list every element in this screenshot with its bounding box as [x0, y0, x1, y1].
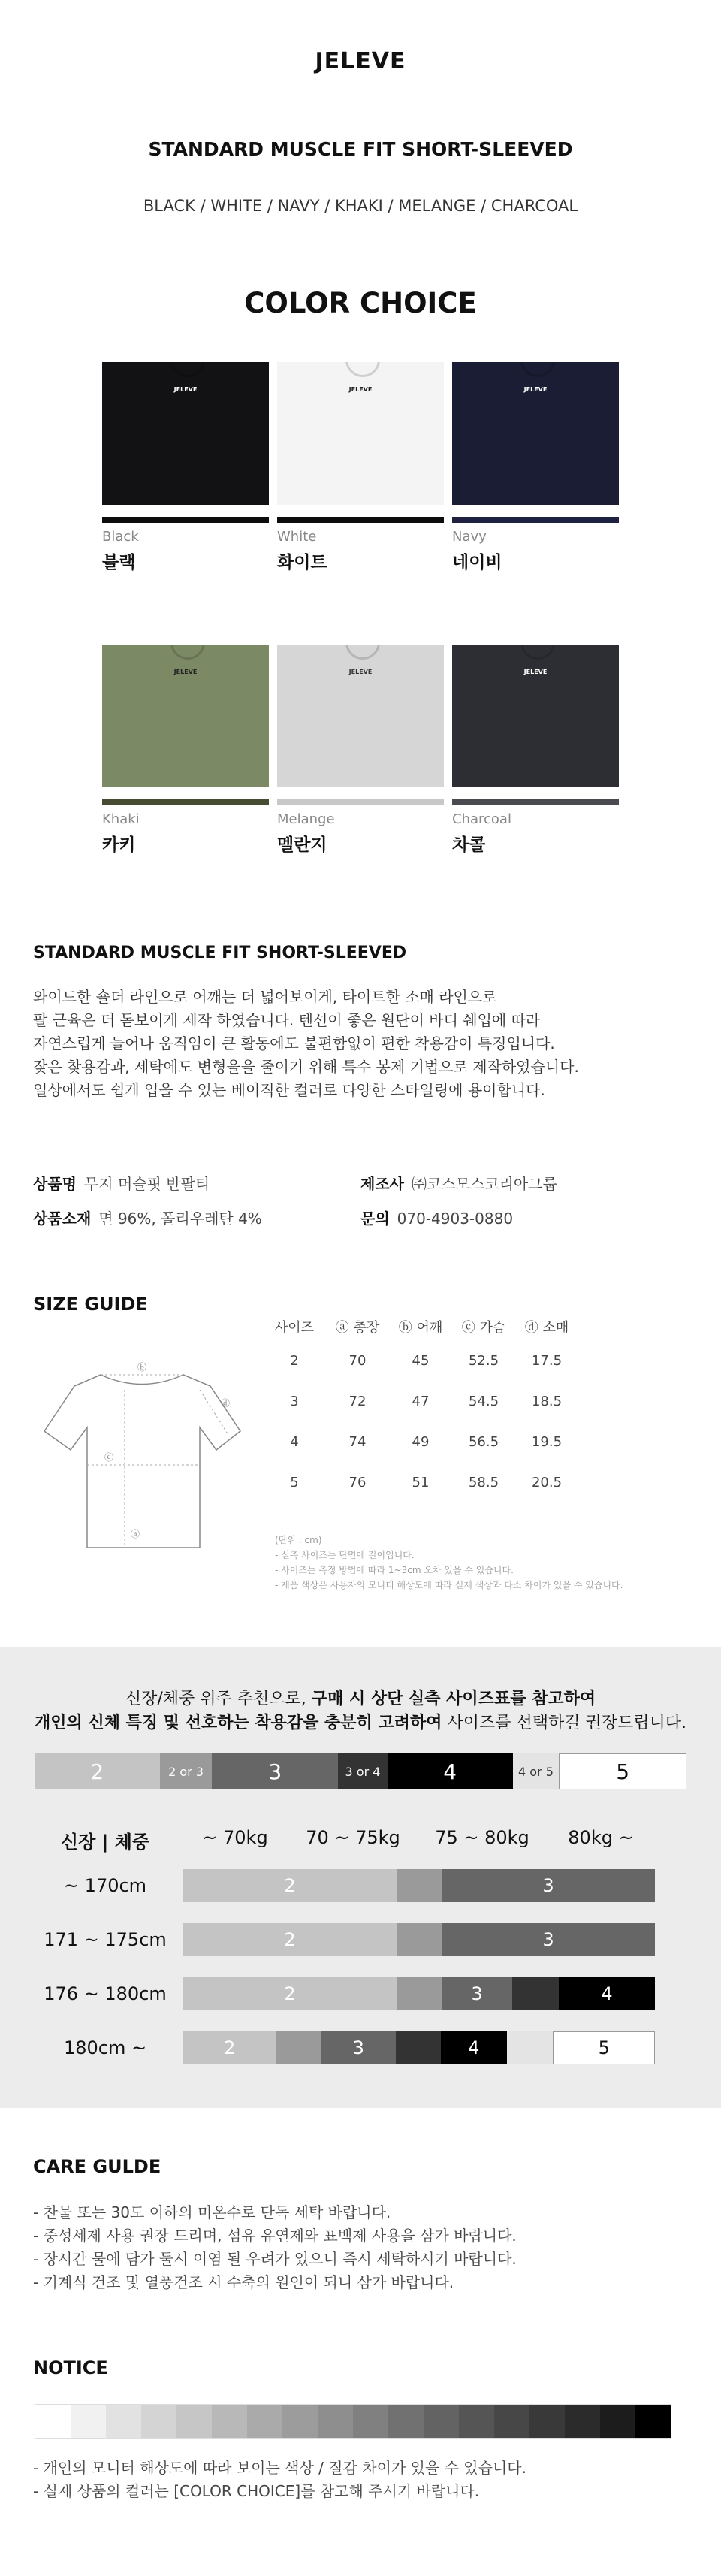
description-line: 와이드한 숄더 라인으로 어깨는 더 넓어보이게, 타이트한 소매 라인으로 [33, 988, 497, 1006]
table-cell: 20.5 [531, 1474, 563, 1490]
tshirt-measurement-diagram [41, 1360, 243, 1555]
size-guide-title: SIZE GUIDE [33, 1294, 148, 1315]
matrix-row [183, 1923, 655, 1956]
color-list: BLACK / WHITE / NAVY / KHAKI / MELANGE / CHARCOAL [143, 197, 578, 215]
matrix-cell: 5 [553, 2031, 655, 2064]
table-row [263, 1381, 578, 1421]
info-material [33, 1206, 262, 1228]
color-swatch [102, 645, 269, 855]
gradient-step [282, 2405, 318, 2438]
table-cell: 47 [412, 1393, 430, 1409]
rec-text: 사이즈를 선택하길 권장드립니다. [442, 1714, 686, 1732]
color-bar [277, 799, 444, 805]
info-value: ㈜코스모스코리아그룹 [411, 1175, 557, 1193]
color-name-ko: 네이비 [452, 553, 502, 572]
gradient-step [353, 2405, 388, 2438]
figure-label-b: ⓑ [137, 1362, 147, 1373]
gradient-step [71, 2405, 106, 2438]
height-label: ~ 170cm [63, 1875, 147, 1896]
matrix-header: 신장 | 체중 [60, 1832, 150, 1853]
header-cell: ⓑ 어깨 [398, 1320, 443, 1336]
weight-label: 75 ~ 80kg [435, 1827, 529, 1848]
size-table-header [263, 1313, 578, 1340]
tshirt-body [277, 362, 444, 505]
care-line: - 중성세제 사용 권장 드리며, 섬유 유연제와 표백제 사용을 삼가 바랍니다. [33, 2227, 517, 2245]
tshirt-image [277, 362, 444, 512]
color-bar [277, 517, 444, 523]
table-cell: 17.5 [531, 1352, 563, 1369]
scale-segment: 5 [559, 1753, 686, 1789]
color-choice-heading: COLOR CHOICE [244, 287, 477, 319]
care-line: - 기계식 건조 및 열풍건조 시 수축의 원인이 되니 삼가 바랍니다. [33, 2273, 454, 2291]
tshirt-body [102, 645, 269, 787]
tshirt-body [452, 645, 619, 787]
color-name-ko: 차콜 [452, 835, 486, 855]
height-label: 171 ~ 175cm [44, 1929, 167, 1950]
scale-segment: 4 or 5 [513, 1753, 560, 1789]
matrix-cell [397, 1977, 442, 2010]
info-contact [360, 1206, 513, 1228]
matrix-cell [397, 1923, 442, 1956]
color-name-ko: 멜란지 [277, 835, 327, 855]
info-label: 상품소재 [33, 1209, 92, 1228]
tshirt-body [452, 362, 619, 505]
header-cell: 사이즈 [274, 1320, 315, 1336]
description-title: STANDARD MUSCLE FIT SHORT-SLEEVED [33, 944, 407, 962]
gradient-step [529, 2405, 565, 2438]
table-cell: 54.5 [468, 1393, 499, 1409]
tshirt-logo: JELEVE [173, 386, 198, 393]
tshirt-image [102, 362, 269, 512]
gradient-step [635, 2405, 671, 2438]
table-row [263, 1421, 578, 1462]
matrix-cell: 4 [441, 2031, 507, 2064]
tshirt-logo: JELEVE [523, 386, 548, 393]
care-line: - 장시간 물에 담가 둘시 이염 될 우려가 있으니 즉시 세탁하시기 바랍니다. [33, 2250, 517, 2268]
info-label: 제조사 [360, 1175, 404, 1193]
notice-line: - 실제 상품의 컬러는 [COLOR CHOICE]를 참고해 주시기 바랍니다. [33, 2482, 480, 2500]
header-cell: ⓐ 총장 [335, 1320, 380, 1336]
table-cell: 5 [290, 1474, 299, 1490]
tshirt-image [277, 645, 444, 795]
matrix-cell [512, 1977, 559, 2010]
table-cell: 74 [348, 1433, 367, 1450]
tshirt-image [102, 645, 269, 795]
table-cell: 56.5 [468, 1433, 499, 1450]
tshirt-logo: JELEVE [348, 386, 373, 393]
rec-text-bold: 개인의 신체 특징 및 선호하는 착용감을 충분히 고려하여 [35, 1714, 442, 1732]
info-value: 면 96%, 폴리우레탄 4% [98, 1209, 262, 1228]
color-name-en: Black [102, 529, 139, 545]
table-cell: 19.5 [531, 1433, 563, 1450]
table-cell: 18.5 [531, 1393, 563, 1409]
matrix-cell [396, 2031, 441, 2064]
recommendation-line-2 [0, 1710, 721, 1733]
matrix-cell: 3 [321, 2031, 396, 2064]
gradient-step [212, 2405, 247, 2438]
matrix-cell: 3 [442, 1869, 655, 1902]
weight-label: 70 ~ 75kg [306, 1827, 400, 1848]
matrix-cell [276, 2031, 321, 2064]
scale-segment: 2 [35, 1753, 160, 1789]
matrix-cell: 3 [442, 1977, 512, 2010]
info-label: 문의 [360, 1209, 390, 1228]
color-name-en: Khaki [102, 811, 140, 827]
table-row [263, 1340, 578, 1381]
tshirt-logo: JELEVE [348, 669, 373, 675]
notice-title: NOTICE [33, 2357, 108, 2378]
description-line: 잦은 찾용감과, 세탁에도 변형을을 줄이기 위해 특수 봉제 기법으로 제작하였습니다. [33, 1058, 579, 1076]
matrix-cell: 2 [183, 1923, 397, 1956]
figure-label-a: ⓐ [131, 1529, 140, 1539]
size-table [263, 1313, 578, 1502]
scale-segment: 3 [212, 1753, 338, 1789]
height-label: 180cm ~ [63, 2037, 147, 2058]
tshirt-logo: JELEVE [173, 669, 198, 675]
height-label: 176 ~ 180cm [44, 1983, 167, 2004]
scale-segment: 4 [388, 1753, 513, 1789]
color-name-en: Melange [277, 811, 335, 827]
tshirt-body [277, 645, 444, 787]
table-cell: 72 [348, 1393, 367, 1409]
color-name-ko: 화이트 [277, 553, 327, 572]
color-swatch [102, 362, 269, 572]
gradient-step [388, 2405, 424, 2438]
matrix-cell: 2 [183, 1869, 397, 1902]
matrix-cell [397, 1869, 442, 1902]
color-name-en: White [277, 529, 317, 545]
table-cell: 52.5 [468, 1352, 499, 1369]
gradient-step [106, 2405, 141, 2438]
table-cell: 70 [348, 1352, 367, 1369]
figure-label-c: ⓒ [104, 1452, 114, 1463]
tshirt-image [452, 645, 619, 795]
info-maker [360, 1172, 557, 1194]
matrix-cell: 2 [183, 1977, 397, 2010]
table-cell: 45 [412, 1352, 430, 1369]
care-guide-title: CARE GULDE [33, 2156, 161, 2177]
gradient-step [318, 2405, 353, 2438]
gradient-step [35, 2405, 71, 2438]
table-cell: 49 [412, 1433, 430, 1450]
color-bar [102, 517, 269, 523]
product-title: STANDARD MUSCLE FIT SHORT-SLEEVED [148, 138, 573, 160]
color-bar [452, 517, 619, 523]
table-cell: 76 [348, 1474, 367, 1490]
color-name-en: Charcoal [452, 811, 511, 827]
description-body [33, 986, 579, 1102]
tshirt-logo: JELEVE [523, 669, 548, 675]
brand-logo: JELEVE [315, 48, 406, 74]
gradient-step [247, 2405, 282, 2438]
rec-text: 신장/체중 위주 추천으로, [125, 1690, 312, 1708]
notice-body [33, 2457, 526, 2503]
weight-label: 80kg ~ [568, 1827, 634, 1848]
header-cell: ⓓ 소매 [524, 1320, 569, 1336]
color-name-ko: 카키 [102, 835, 136, 855]
matrix-cell: 2 [183, 2031, 276, 2064]
size-note: - 실측 사이즈는 단면에 길이입니다. [275, 1550, 415, 1560]
table-cell: 4 [290, 1433, 299, 1450]
color-swatch [277, 645, 444, 855]
info-value: 무지 머슬핏 반팔티 [83, 1175, 210, 1193]
header-cell: ⓒ 가슴 [461, 1320, 506, 1336]
scale-segment: 2 or 3 [160, 1753, 213, 1789]
description-line: 팔 근육은 더 돋보이게 제작 하였습니다. 텐션이 좋은 원단이 바디 쉐입에 따라 [33, 1011, 541, 1029]
matrix-row [183, 1869, 655, 1902]
color-bar [452, 799, 619, 805]
color-name-ko: 블랙 [102, 553, 136, 572]
weight-label: ~ 70kg [202, 1827, 268, 1848]
gradient-step [600, 2405, 635, 2438]
gradient-step [459, 2405, 494, 2438]
recommendation-line-1 [0, 1686, 721, 1709]
size-notes [275, 1533, 623, 1593]
tshirt-body [102, 362, 269, 505]
table-cell: 3 [290, 1393, 299, 1409]
size-note: - 사이즈는 측정 방법에 따라 1~3cm 오차 있을 수 있습니다. [275, 1565, 514, 1575]
notice-line: - 개인의 모니터 해상도에 따라 보이는 색상 / 질감 차이가 있을 수 있습니다. [33, 2459, 526, 2477]
matrix-cell: 3 [442, 1923, 655, 1956]
size-scale-bar [35, 1753, 686, 1789]
gradient-step [141, 2405, 176, 2438]
color-swatch [277, 362, 444, 572]
table-row [263, 1462, 578, 1502]
gradient-step [176, 2405, 212, 2438]
care-line: - 찬물 또는 30도 이하의 미온수로 단독 세탁 바랍니다. [33, 2203, 391, 2221]
gradient-step [494, 2405, 529, 2438]
color-bar [102, 799, 269, 805]
description-line: 자연스럽게 늘어나 움직임이 큰 활동에도 불편함없이 편한 착용감이 특징입니다. [33, 1034, 555, 1052]
info-label: 상품명 [33, 1175, 77, 1193]
size-note: - 제품 색상은 사용자의 모니터 해상도에 따라 실제 색상과 다소 차이가 있을 수 있습니다. [275, 1580, 623, 1590]
gradient-step [565, 2405, 600, 2438]
table-cell: 58.5 [468, 1474, 499, 1490]
size-note: (단위 : cm) [275, 1535, 322, 1545]
table-cell: 51 [412, 1474, 430, 1490]
care-guide-body [33, 2201, 517, 2294]
info-product-name [33, 1172, 210, 1194]
figure-label-d: ⓓ [221, 1398, 231, 1409]
gradient-step [424, 2405, 459, 2438]
rec-text-bold: 구매 시 상단 실측 사이즈표를 참고하여 [311, 1690, 596, 1708]
info-value: 070-4903-0880 [397, 1209, 514, 1228]
color-gradient-bar [35, 2404, 671, 2439]
matrix-row [183, 1977, 655, 2010]
color-name-en: Navy [452, 529, 487, 545]
matrix-cell: 4 [559, 1977, 655, 2010]
table-cell: 2 [290, 1352, 299, 1369]
matrix-row [183, 2031, 655, 2064]
tshirt-image [452, 362, 619, 512]
color-swatch [452, 645, 619, 855]
description-line: 일상에서도 쉽게 입을 수 있는 베이직한 컬러로 다양한 스타일링에 용이합니다. [33, 1081, 545, 1099]
matrix-cell [507, 2031, 554, 2064]
color-swatch [452, 362, 619, 572]
scale-segment: 3 or 4 [338, 1753, 388, 1789]
